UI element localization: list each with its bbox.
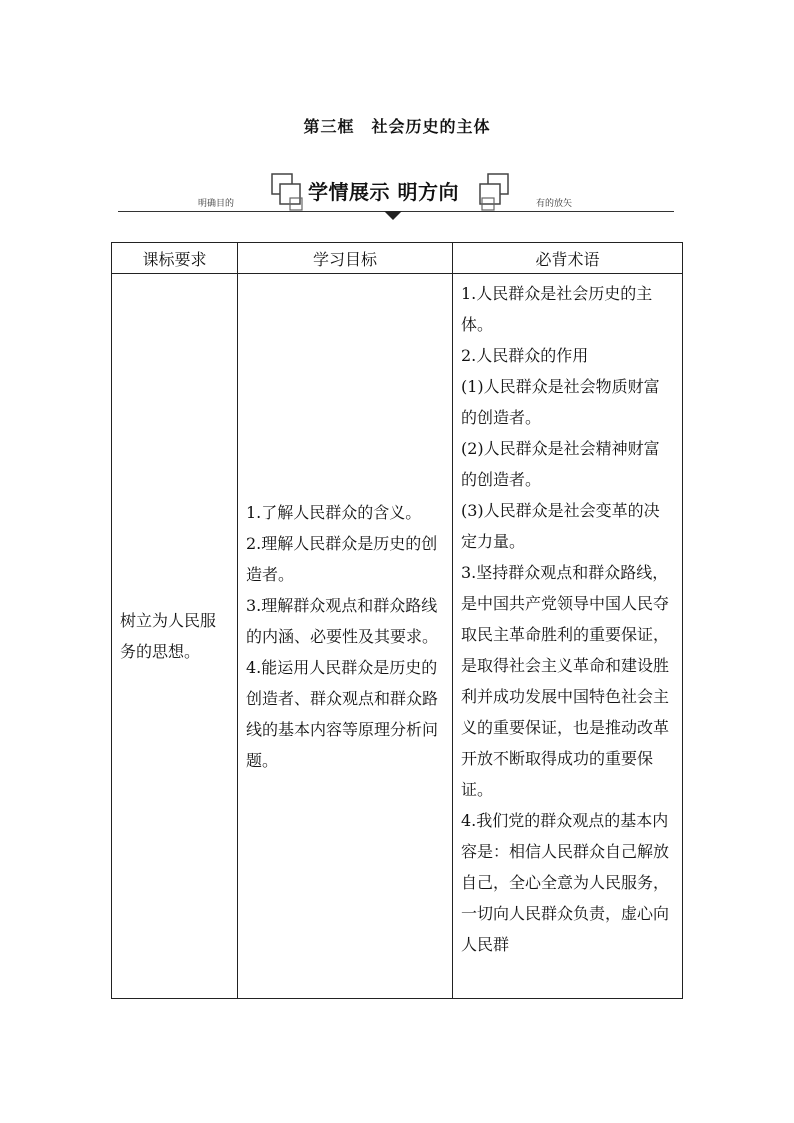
key-term-item: 2.人民群众的作用 (461, 346, 589, 365)
curriculum-requirement-cell (112, 274, 238, 999)
table-row (112, 274, 683, 999)
down-triangle-icon (384, 211, 402, 220)
banner-title: 学情展示 明方向 (308, 180, 459, 204)
square-frame-left-icon (270, 172, 306, 212)
learning-goals-cell (238, 274, 453, 999)
table-header-row (112, 243, 683, 274)
learning-goal-item: 1.了解人民群众的含义。 (246, 502, 422, 522)
key-term-item: 4.我们党的群众观点的基本内容是：相信人民群众自己解放自己，全心全意为人民服务，一切向人民群众负责，虚心向人民群 (461, 811, 670, 954)
curriculum-requirement-text: 树立为人民服务的思想。 (120, 611, 217, 661)
key-term-item: (2)人民群众是社会精神财富的创造者。 (461, 439, 660, 489)
learning-goal-item: 2.理解人民群众是历史的创造者。 (246, 533, 438, 584)
lesson-table (111, 242, 683, 999)
header-curriculum: 课标要求 (112, 243, 238, 274)
key-term-item: 1.人民群众是社会历史的主体。 (461, 284, 653, 334)
key-term-item: 3.坚持群众观点和群众路线，是中国共产党领导中国人民夺取民主革命胜利的重要保证，是取得社会主义革命和建设胜利并成功发展中国特色社会主义的重要保证，也是推动改革开放不断取得成功的重要保证。 (461, 563, 670, 799)
learning-goal-item: 4.能运用人民群众是历史的创造者、群众观点和群众路线的基本内容等原理分析问题。 (246, 657, 439, 770)
header-learning-goals: 学习目标 (238, 243, 453, 274)
banner-right-caption: 有的放矢 (536, 199, 573, 209)
key-term-item: (1)人民群众是社会物质财富的创造者。 (461, 377, 660, 427)
key-terms-cell (453, 274, 683, 999)
key-term-item: (3)人民群众是社会变革的决定力量。 (461, 501, 660, 551)
header-key-terms: 必背术语 (453, 243, 683, 274)
square-frame-right-icon (478, 172, 514, 212)
section-banner (118, 168, 674, 220)
banner-left-caption: 明确目的 (198, 199, 235, 209)
learning-goal-item: 3.理解群众观点和群众路线的内涵、必要性及其要求。 (246, 595, 439, 646)
page-title: 第三框 社会历史的主体 (303, 117, 491, 136)
